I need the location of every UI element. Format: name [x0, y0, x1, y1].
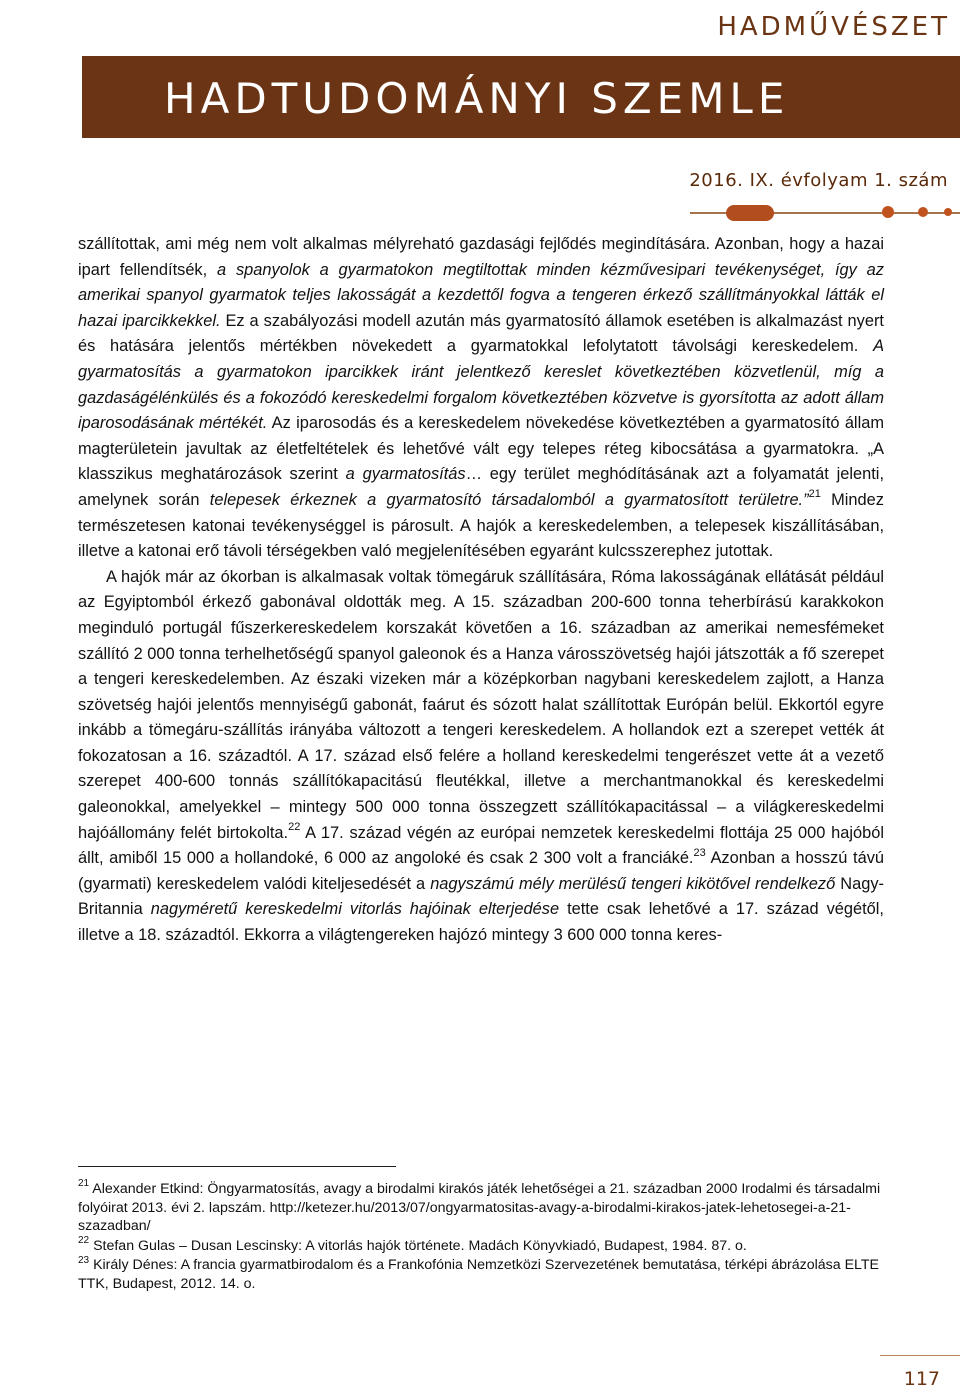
text-run-italic: a spanyolok a gyarmatokon megtiltottak minden kézművesipari tevékenységet, így az amerikai spanyol gyarmatok teljes lakosságát a kezdettől fogva a tengeren érkező szállítmányokkal látták el hazai iparcikkekkel. [78, 260, 884, 330]
issue-info: 2016. IX. évfolyam 1. szám [689, 170, 948, 191]
decorative-dot [918, 207, 928, 217]
text-run: Nagy-Britannia [78, 874, 884, 919]
decorative-pill [726, 205, 774, 221]
paragraph-2 [78, 565, 884, 949]
footnote-ref-23[interactable]: 23 [693, 846, 706, 859]
decorative-dot [944, 208, 952, 216]
text-run: szállítottak, ami még nem volt alkalmas mélyreható gazdasági fejlődés megindítására. Azonban, hogy a hazai ipart fellendítsék, [78, 235, 884, 279]
text-run-italic: A gyarmatosítás a gyarmatokon iparcikkek iránt jelentkező kereslet következtében közvetlenül, míg a gazdaságélénkülés és a fokozódó kereskedelmi forgalom következtében közvetve is gyorsította az adott állam iparosodásának mértékét. [78, 337, 884, 433]
footnote-ref-22[interactable]: 22 [288, 821, 301, 834]
footnote-separator [78, 1166, 396, 1167]
text-run: Ez a szabályozási modell azután más gyarmatosító államok esetében is alkalmazást nyert és hatására jelentős mértékben növekedett a gyarmatokkal lefolytatott távolsági kereskedelem. [78, 311, 884, 356]
page-number-rule [880, 1355, 960, 1356]
text-run: Mindez természetesen katonai tevékenységgel is párosult. A hajók a kereskedelemben, a telepesek kiszállításában, illetve a katonai erő távoli térségekben való megjelenítésében egyaránt kulcsszerephez jutottak. [78, 490, 884, 561]
text-run-italic: nagyméretű kereskedelmi vitorlás hajóinak elterjedése [150, 900, 560, 919]
text-run-italic: nagyszámú mély merülésű tengeri kikötővel rendelkező [430, 874, 836, 893]
footnote-text: Alexander Etkind: Öngyarmatosítás, avagy a birodalmi kirakós játék lehetőségei a 21. században 2000 Irodalmi és társadalmi folyóirat 2013. évi 2. lapszám. http://ketezer.hu/2013/07/ongyarmatositas-avagy-a-birodalmi-kirakos-jatek-lehetosegei-a-21-szazadban/ [78, 1181, 881, 1235]
text-run: … egy terület meghódításának azt a folyamatát jelenti, amelynek során [78, 465, 885, 509]
journal-banner [82, 56, 960, 138]
footnote-21 [78, 1180, 886, 1236]
article-body [78, 232, 884, 949]
footnotes [78, 1180, 886, 1295]
text-run: Azonban a hosszú távú (gyarmati) kereskedelem valódi kiteljesedését a [78, 849, 885, 893]
page-number: 117 [903, 1368, 940, 1390]
text-run: A hajók már az ókorban is alkalmasak voltak tömegáruk szállítására, Róma lakosságának ellátását például az Egyiptomból érkező gabonával oldották meg. A 15. században 200-600 tonna teherbírású karakkokon meginduló portugál fűszerkereskedelem korszakát követően a 16. században az amerikai nemesfémeket szállító 2 000 tonna terhelhetőségű spanyol galeonok és a Hanza városszövetség hajói játszották a fő szerepet a tengeri kereskedelemben. Az északi vizeken már a középkorban nagybani kereskedelem zajlott, a Hanza szövetség hajói jelentős mennyiségű gabonát, faárut és sózott halat szállítottak Európán belül. Ekkortól egyre inkább a tömegáru-szállítás irányába változott a tengeri kereskedelem. A hollandok ezt a szerepet vették át fokozatosan a 16. századtól. A 17. század első felére a holland kereskedelmi tengerészet vette át a vezető szerepet 400-600 tonnás szállítókapacitású fleutékkal, illetve a merchantmanokkal és kereskedelmi galeonokkal, amelyekkel – mintegy 500 000 tonna összegzett szállítókapacitással – a világkereskedelmi hajóállomány felét birtokolta. [78, 567, 884, 842]
footnote-number: 22 [78, 1235, 90, 1247]
footnote-22 [78, 1237, 886, 1256]
text-run-italic: telepesek érkeznek a gyarmatosító társadalomból a gyarmatosított terület [209, 490, 784, 509]
footnote-number: 21 [78, 1178, 90, 1190]
footnote-text: Stefan Gulas – Dusan Lescinsky: A vitorlás hajók története. Madách Könyvkiadó, Budapest, 1984. 87. o. [89, 1237, 747, 1254]
footnote-23 [78, 1256, 886, 1293]
text-run-italic: re.” [783, 490, 809, 509]
decorative-dot [882, 206, 894, 218]
text-run-italic: a gyarmatosítás [345, 465, 466, 484]
footnote-text: Király Dénes: A francia gyarmatbirodalom és a Frankofónia Nemzetközi Szervezetének bemutatása, térképi ábrázolása ELTE TTK, Budapest, 2012. 14. o. [78, 1257, 880, 1292]
section-label: HADMŰVÉSZET [717, 12, 950, 42]
journal-title: HADTUDOMÁNYI SZEMLE [164, 74, 790, 123]
paragraph-1 [78, 232, 884, 565]
footnote-ref-21[interactable]: 21 [808, 488, 821, 501]
text-run: A 17. század végén az európai nemzetek kereskedelmi flottája 25 000 hajóból állt, amiből 15 000 a hollandoké, 6 000 az angoloké és csak 2 300 volt a franciáké. [78, 823, 884, 868]
text-run: Az iparosodás és a kereskedelem növekedése következtében a gyarmatosító állam magterületein javultak az életfeltételek és lehetővé vált egy telepes réteg kibocsátása a gyarmatokra. „A klasszikus meghatározások szerint [78, 414, 884, 484]
footnote-number: 23 [78, 1254, 90, 1266]
text-run: tette csak lehetővé a 17. század végétől, illetve a 18. századtól. Ekkorra a világtengereken hajózó mintegy 3 600 000 tonna keres- [78, 900, 884, 945]
